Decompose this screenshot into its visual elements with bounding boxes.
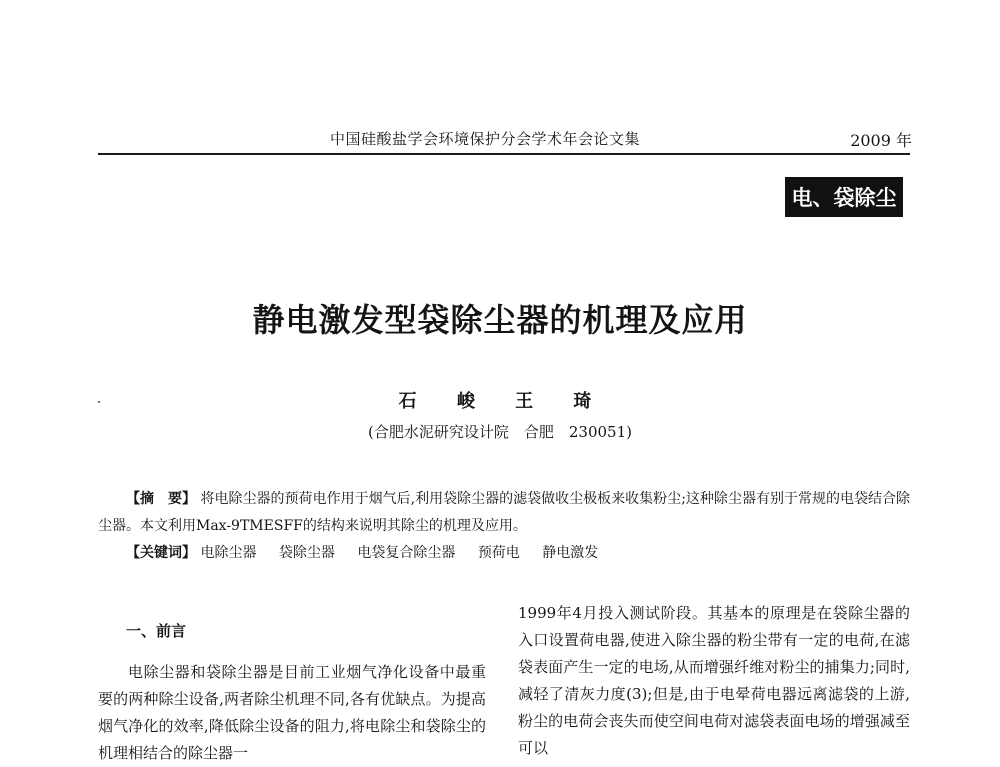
affiliation: (合肥水泥研究设计院 合肥 230051) — [368, 423, 632, 441]
keywords — [126, 542, 616, 562]
running-header-year: 2009 年 — [850, 131, 912, 150]
keyword: 电袋复合除尘器 — [357, 545, 456, 561]
section-heading: 一、前言 — [126, 622, 187, 640]
running-header-title: 中国硅酸盐学会环境保护分会学术年会论文集 — [330, 130, 641, 148]
abstract — [98, 486, 910, 540]
paper-title: 静电激发型袋除尘器的机理及应用 — [252, 301, 748, 339]
keyword: 电除尘器 — [200, 545, 257, 561]
body-paragraph: 1999年4月投入测试阶段。其基本的原理是在袋除尘器的入口设置荷电器,使进入除尘器的粉尘带有一定的电荷,在滤袋表面产生一定的电场,从而增强纤维对粉尘的捕集力;同时,减轻了清灰力度(3);但是,由于电晕荷电器远离滤袋的上游,粉尘的电荷会丧失而使空间电荷对滤袋表面电场的增强减至可以 — [518, 604, 910, 757]
keyword: 静电激发 — [542, 545, 599, 561]
authors: 石 峻 王 琦 — [398, 391, 602, 412]
right-column — [518, 600, 910, 762]
keyword: 袋除尘器 — [278, 545, 335, 561]
left-column — [98, 600, 486, 767]
body-paragraph: 电除尘器和袋除尘器是目前工业烟气净化设备中最重要的两种除尘设备,两者除尘机理不同,各有优缺点。为提高烟气净化的效率,降低除尘设备的阻力,将电除尘和袋除尘的机理相结合的除尘器一 — [98, 663, 486, 762]
keyword: 预荷电 — [477, 545, 520, 561]
abstract-label: 【摘 要】 — [126, 491, 197, 507]
keywords-label: 【关键词】 — [126, 545, 196, 561]
header-rule — [98, 153, 910, 155]
abstract-text: 将电除尘器的预荷电作用于烟气后,利用袋除尘器的滤袋做收尘极板来收集粉尘;这种除尘器有别于常规的电袋结合除尘器。本文利用Max-9TMESFF的结构来说明其除尘的机理及应用。 — [98, 491, 911, 534]
section-badge: 电、袋除尘 — [785, 177, 903, 217]
